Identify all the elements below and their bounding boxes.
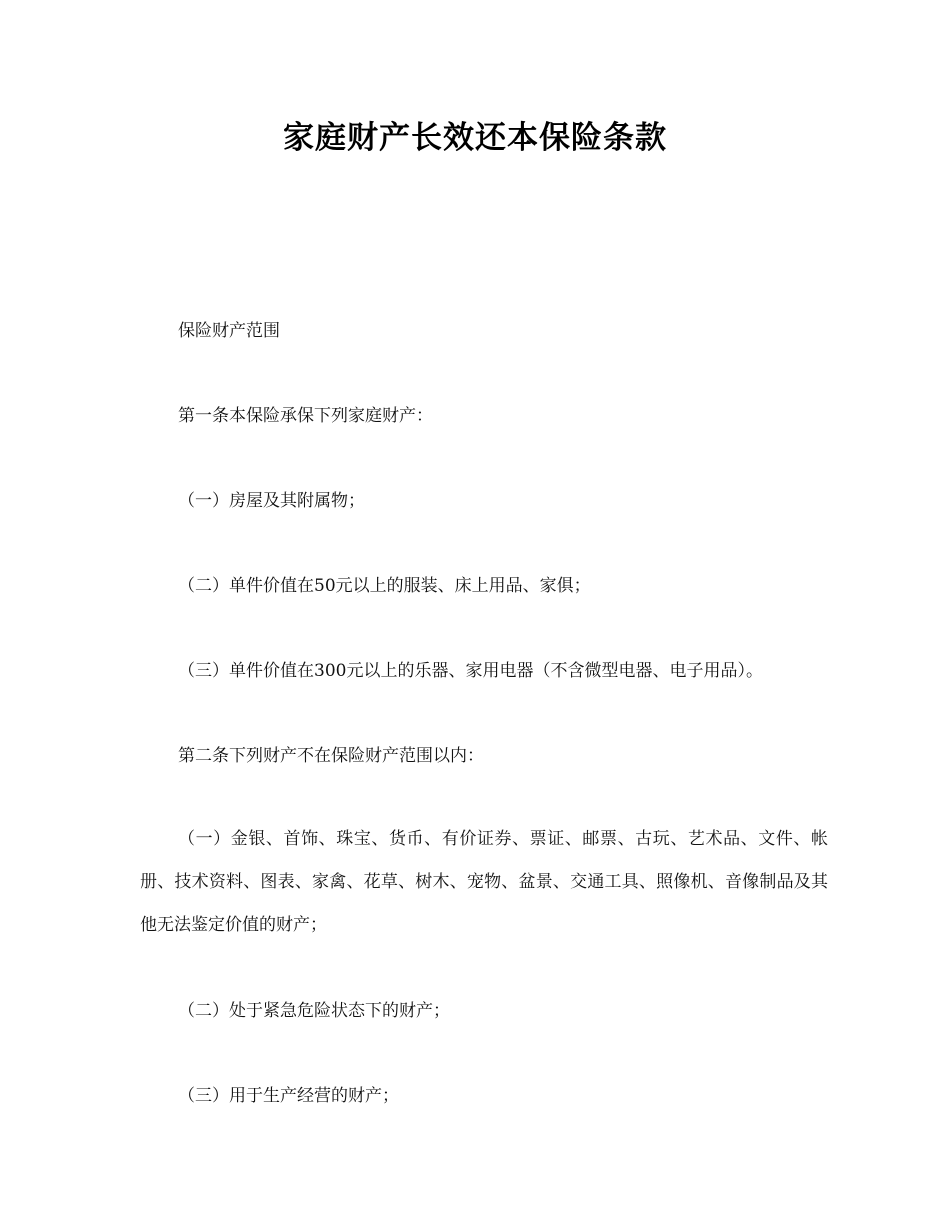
article-2: 第二条下列财产不在保险财产范围以内： (178, 746, 484, 766)
article-1-item-1: （一）房屋及其附属物； (178, 491, 365, 511)
article-1-item-3: （三）单件价值在300元以上的乐器、家用电器（不含微型电器、电子用品）。 (178, 661, 763, 681)
article-2-item-1: （一）金银、首饰、珠宝、货币、有价证券、票证、邮票、古玩、艺术品、文件、帐册、技术资料、图表、家禽、花草、树木、宠物、盆景、交通工具、照像机、音像制品及其他无法鉴定价值的财产； (140, 829, 828, 935)
article-2-item-2: （二）处于紧急危险状态下的财产； (178, 1001, 450, 1021)
article-1-item-2: （二）单件价值在50元以上的服装、床上用品、家俱； (178, 576, 591, 596)
document-title: 家庭财产长效还本保险条款 (283, 120, 667, 156)
section-heading: 保险财产范围 (178, 321, 280, 341)
article-1: 第一条本保险承保下列家庭财产： (178, 406, 433, 426)
article-2-item-3: （三）用于生产经营的财产； (178, 1086, 399, 1106)
